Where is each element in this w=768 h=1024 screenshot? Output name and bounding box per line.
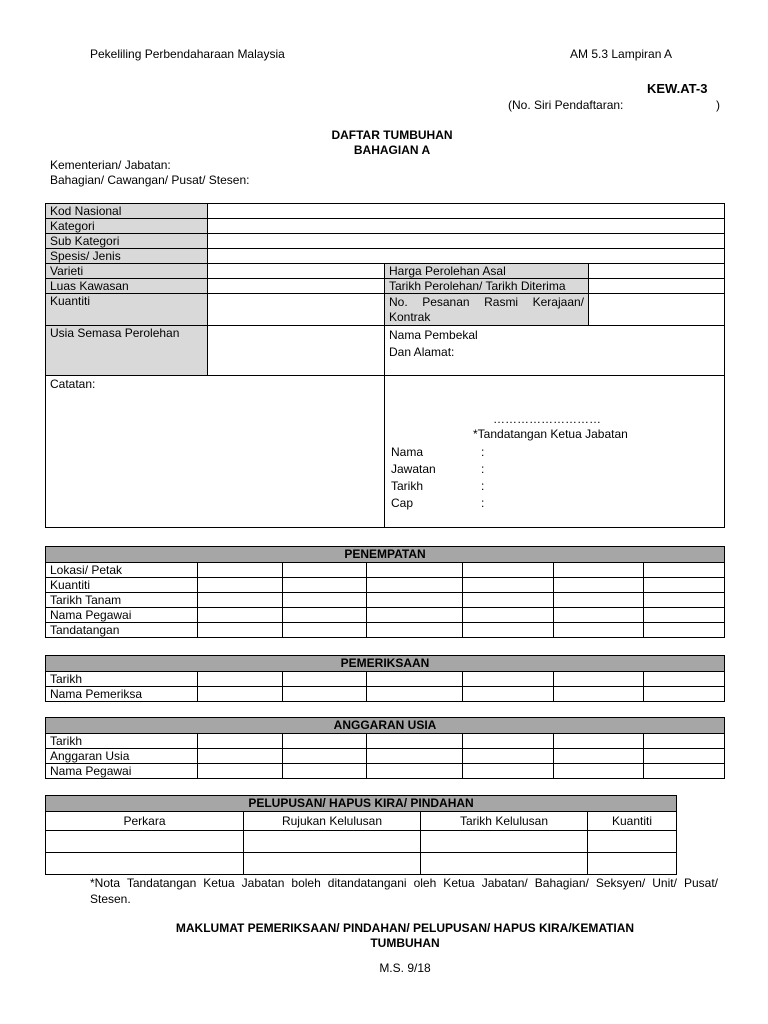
table-cell[interactable] <box>367 749 463 764</box>
table-cell[interactable] <box>588 853 677 875</box>
division-label: Bahagian/ Cawangan/ Pusat/ Stesen: <box>50 173 250 187</box>
ministry-label: Kementerian/ Jabatan: <box>50 158 171 172</box>
table-cell[interactable] <box>554 687 644 702</box>
pemeriksaan-header: PEMERIKSAAN <box>46 656 725 672</box>
registration-serial-close: ) <box>716 98 720 112</box>
penempatan-row-label: Lokasi/ Petak <box>46 563 198 578</box>
signature-block <box>385 376 725 528</box>
spesis-label: Spesis/ Jenis <box>46 249 208 264</box>
table-cell[interactable] <box>46 853 244 875</box>
appendix-reference: AM 5.3 Lampiran A <box>570 47 673 61</box>
table-cell[interactable] <box>644 734 725 749</box>
table-cell[interactable] <box>463 764 554 779</box>
penempatan-table <box>45 546 725 638</box>
table-cell[interactable] <box>198 608 283 623</box>
table-cell[interactable] <box>463 623 554 638</box>
kategori-label: Kategori <box>46 219 208 234</box>
penempatan-row-label: Kuantiti <box>46 578 198 593</box>
table-cell[interactable] <box>244 831 421 853</box>
section-a-table <box>45 203 725 528</box>
table-cell[interactable] <box>463 608 554 623</box>
kod-nasional-label: Kod Nasional <box>46 204 208 219</box>
table-cell[interactable] <box>644 578 725 593</box>
harga-label: Harga Perolehan Asal <box>385 264 589 279</box>
table-cell[interactable] <box>367 578 463 593</box>
pelupusan-table <box>45 795 677 875</box>
table-cell[interactable] <box>198 764 283 779</box>
table-cell[interactable] <box>198 734 283 749</box>
signature-jawatan-colon: : <box>481 462 485 476</box>
table-cell[interactable] <box>463 749 554 764</box>
footnote-line2: Stesen. <box>90 892 131 906</box>
pemeriksaan-row-label: Tarikh <box>46 672 198 687</box>
usia-label: Usia Semasa Perolehan <box>46 326 208 376</box>
harga-field[interactable] <box>589 264 725 279</box>
table-cell[interactable] <box>554 608 644 623</box>
pesanan-label <box>385 294 589 326</box>
table-cell[interactable] <box>463 578 554 593</box>
table-cell[interactable] <box>554 563 644 578</box>
table-cell[interactable] <box>554 764 644 779</box>
pemeriksaan-table <box>45 655 725 702</box>
pembekal-label: Nama Pembekal <box>389 328 478 342</box>
table-cell[interactable] <box>198 563 283 578</box>
table-cell[interactable] <box>198 623 283 638</box>
table-cell[interactable] <box>283 687 367 702</box>
luas-label: Luas Kawasan <box>46 279 208 294</box>
table-cell[interactable] <box>367 672 463 687</box>
signature-nama-row <box>391 444 720 461</box>
table-cell[interactable] <box>421 853 588 875</box>
penempatan-header: PENEMPATAN <box>46 547 725 563</box>
sub-kategori-label: Sub Kategori <box>46 234 208 249</box>
table-cell[interactable] <box>367 687 463 702</box>
column-header-tarikh: Tarikh Kelulusan <box>421 812 588 831</box>
signature-line: ……………………… <box>493 412 601 426</box>
pesanan-label-line1: No. Pesanan Rasmi Kerajaan/ <box>389 295 584 309</box>
varieti-label: Varieti <box>46 264 208 279</box>
table-cell[interactable] <box>644 672 725 687</box>
signature-tarikh-row <box>391 478 720 495</box>
pelupusan-header: PELUPUSAN/ HAPUS KIRA/ PINDAHAN <box>46 796 677 812</box>
penempatan-row-label: Tandatangan <box>46 623 198 638</box>
table-cell[interactable] <box>644 563 725 578</box>
kategori-field[interactable] <box>208 219 725 234</box>
table-cell[interactable] <box>554 578 644 593</box>
table-cell[interactable] <box>283 623 367 638</box>
pemeriksaan-row-label: Nama Pemeriksa <box>46 687 198 702</box>
kuantiti-label: Kuantiti <box>46 294 208 326</box>
registration-serial-label: (No. Siri Pendaftaran: <box>508 98 624 112</box>
table-cell[interactable] <box>554 593 644 608</box>
table-cell[interactable] <box>283 672 367 687</box>
penempatan-row-label: Tarikh Tanam <box>46 593 198 608</box>
table-cell[interactable] <box>198 672 283 687</box>
signature-nama-label: Nama <box>391 445 424 459</box>
anggaran-row-label: Tarikh <box>46 734 198 749</box>
table-cell[interactable] <box>367 764 463 779</box>
table-cell[interactable] <box>554 734 644 749</box>
luas-field[interactable] <box>208 279 385 294</box>
tarikh-perolehan-field[interactable] <box>589 279 725 294</box>
anggaran-row-label: Anggaran Usia <box>46 749 198 764</box>
table-cell[interactable] <box>283 608 367 623</box>
footer-heading-line2: TUMBUHAN <box>370 936 440 950</box>
signature-cap-colon: : <box>481 496 485 510</box>
table-cell[interactable] <box>244 853 421 875</box>
signature-jawatan-row <box>391 461 720 478</box>
table-cell[interactable] <box>283 749 367 764</box>
signature-tarikh-colon: : <box>481 479 485 493</box>
column-header-perkara: Perkara <box>46 812 244 831</box>
footnote-line1: *Nota Tandatangan Ketua Jabatan boleh ditandatangani oleh Ketua Jabatan/ Bahagian/ Seksyen/ Unit/ Pusat/ <box>90 876 718 890</box>
table-cell[interactable] <box>46 831 244 853</box>
catatan-cell[interactable] <box>46 376 385 528</box>
table-cell[interactable] <box>644 764 725 779</box>
table-cell[interactable] <box>367 734 463 749</box>
table-cell[interactable] <box>421 831 588 853</box>
anggaran-usia-header: ANGGARAN USIA <box>46 718 725 734</box>
pesanan-field[interactable] <box>589 294 725 326</box>
table-cell[interactable] <box>588 831 677 853</box>
column-header-rujukan: Rujukan Kelulusan <box>244 812 421 831</box>
penempatan-row-label: Nama Pegawai <box>46 608 198 623</box>
table-cell[interactable] <box>463 593 554 608</box>
table-cell[interactable] <box>644 749 725 764</box>
table-cell[interactable] <box>644 593 725 608</box>
table-cell[interactable] <box>463 563 554 578</box>
sub-kategori-field[interactable] <box>208 234 725 249</box>
kuantiti-field[interactable] <box>208 294 385 326</box>
anggaran-usia-table <box>45 717 725 779</box>
table-cell[interactable] <box>198 578 283 593</box>
form-title: DAFTAR TUMBUHAN <box>331 128 453 142</box>
table-cell[interactable] <box>644 687 725 702</box>
signature-cap-label: Cap <box>391 496 414 510</box>
table-cell[interactable] <box>554 672 644 687</box>
table-cell[interactable] <box>283 764 367 779</box>
signature-tarikh-label: Tarikh <box>391 479 424 493</box>
form-code: KEW.AT-3 <box>647 81 708 96</box>
table-cell[interactable] <box>367 608 463 623</box>
table-cell[interactable] <box>644 623 725 638</box>
anggaran-row-label: Nama Pegawai <box>46 764 198 779</box>
kod-nasional-field[interactable] <box>208 204 725 219</box>
signature-caption: *Tandatangan Ketua Jabatan <box>473 427 628 441</box>
table-cell[interactable] <box>283 593 367 608</box>
spesis-field[interactable] <box>208 249 725 264</box>
footer-heading: MAKLUMAT PEMERIKSAAN/ PINDAHAN/ PELUPUSAN/ HAPUS KIRA/KEMATIAN <box>175 921 635 935</box>
tarikh-perolehan-label: Tarikh Perolehan/ Tarikh Diterima <box>385 279 589 294</box>
table-cell[interactable] <box>283 563 367 578</box>
table-cell[interactable] <box>644 608 725 623</box>
table-cell[interactable] <box>283 734 367 749</box>
table-cell[interactable] <box>463 734 554 749</box>
signature-cap-row <box>391 495 720 512</box>
page-number: M.S. 9/18 <box>379 961 431 975</box>
table-cell[interactable] <box>554 623 644 638</box>
alamat-label: Dan Alamat: <box>389 345 455 359</box>
table-cell[interactable] <box>367 593 463 608</box>
catatan-label: Catatan: <box>50 377 96 391</box>
column-header-kuantiti: Kuantiti <box>588 812 677 831</box>
circular-title: Pekeliling Perbendaharaan Malaysia <box>90 47 285 61</box>
table-cell[interactable] <box>198 749 283 764</box>
table-cell[interactable] <box>283 578 367 593</box>
table-cell[interactable] <box>463 672 554 687</box>
table-cell[interactable] <box>554 749 644 764</box>
signature-jawatan-label: Jawatan <box>391 462 436 476</box>
signature-nama-colon: : <box>481 445 485 459</box>
usia-field[interactable] <box>208 326 385 376</box>
form-section-title: BAHAGIAN A <box>353 143 431 157</box>
pesanan-label-line2: Kontrak <box>389 310 431 324</box>
table-cell[interactable] <box>367 623 463 638</box>
table-cell[interactable] <box>367 563 463 578</box>
varieti-field[interactable] <box>208 264 385 279</box>
pembekal-cell[interactable] <box>385 326 725 376</box>
table-cell[interactable] <box>198 687 283 702</box>
table-cell[interactable] <box>198 593 283 608</box>
table-cell[interactable] <box>463 687 554 702</box>
